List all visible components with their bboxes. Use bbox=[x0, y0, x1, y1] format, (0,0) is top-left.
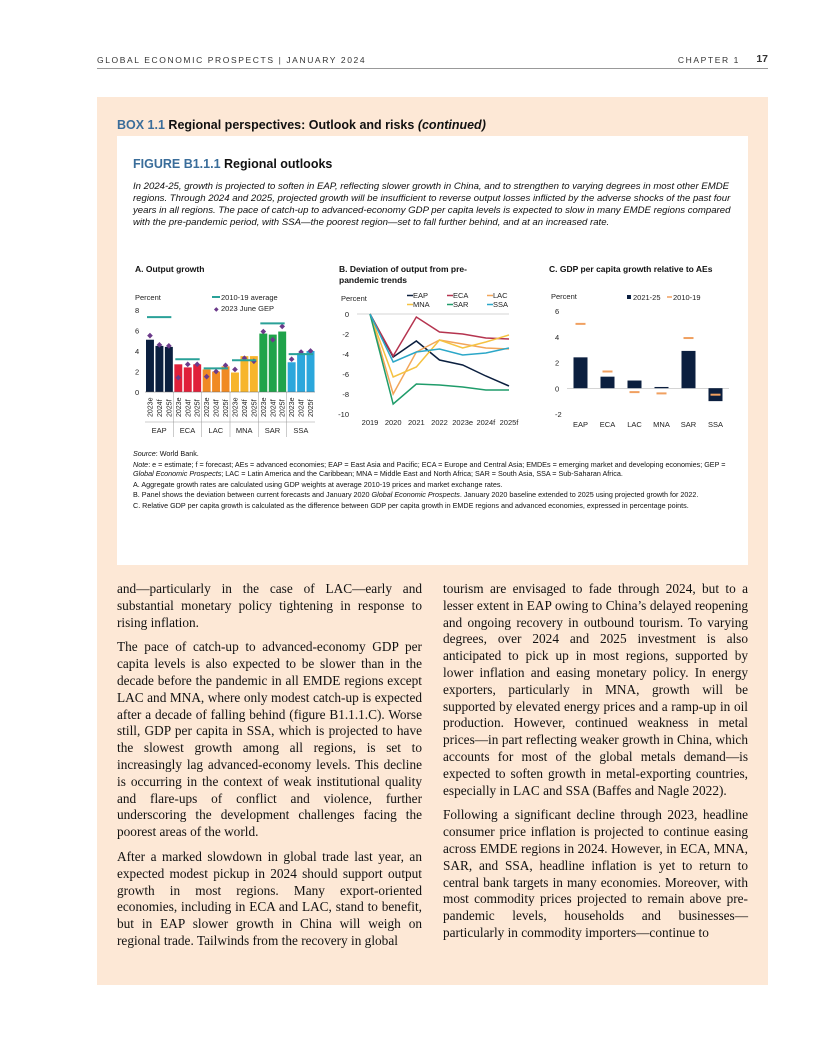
gep-marker bbox=[260, 329, 266, 335]
x-tick-label: LAC bbox=[627, 420, 642, 429]
y-axis-label: Percent bbox=[135, 293, 161, 302]
publication-title: GLOBAL ECONOMIC PROSPECTS | JANUARY 2024 bbox=[97, 55, 367, 65]
x-tick-label: 2024f bbox=[476, 418, 496, 427]
y-tick-label: -4 bbox=[342, 350, 349, 359]
y-tick-label: 6 bbox=[555, 307, 560, 316]
gep-marker bbox=[289, 356, 295, 362]
x-tick-label: 2023e bbox=[232, 397, 240, 417]
y-tick-label: -8 bbox=[342, 390, 349, 399]
bar bbox=[184, 367, 192, 392]
bar bbox=[628, 381, 642, 389]
note-c: C. Relative GDP per capita growth is calculated as the difference between GDP per capita growth in EMDE regions and advanced economies, expressed in percentage points. bbox=[133, 500, 689, 510]
panel-c-title: C. GDP per capita growth relative to AEs bbox=[549, 264, 713, 274]
bar bbox=[165, 347, 173, 392]
note-text-2: ; LAC = Latin America and the Caribbean; MNA = Middle East and North Africa; SAR = South Asia, SSA = Sub-Saharan Africa. bbox=[221, 469, 623, 479]
x-tick-label: 2024f bbox=[270, 399, 278, 417]
x-tick-label: 2025f bbox=[279, 399, 287, 417]
y-axis-label: Percent bbox=[551, 292, 577, 301]
legend-label: 2023 June GEP bbox=[221, 304, 274, 313]
x-tick-label: 2023e bbox=[204, 397, 212, 417]
group-label: EAP bbox=[151, 426, 167, 435]
note-b-end: . January 2020 baseline extended to 2025 using projected growth for 2022. bbox=[459, 490, 699, 500]
y-tick-label: 0 bbox=[135, 388, 140, 397]
gep-marker bbox=[232, 367, 238, 373]
figure-title-text: Regional outlooks bbox=[224, 157, 333, 171]
x-tick-label: EAP bbox=[572, 420, 589, 429]
running-header bbox=[97, 55, 768, 69]
body-left-column bbox=[117, 581, 422, 958]
bar bbox=[212, 372, 220, 393]
x-tick-label: SSA bbox=[707, 420, 724, 429]
x-tick-label: 2025f bbox=[251, 399, 259, 417]
paragraph: After a marked slowdown in global trade last year, an expected modest pickup in 2024 should support output growth in most regions. Many export-oriented economies, including in ECA and LAC, stand to benefit, but in EAP slower growth in China will weigh on regional trade. Tailwinds from the recovery in global bbox=[117, 848, 422, 948]
bar bbox=[231, 373, 239, 392]
box-continued: (continued) bbox=[417, 118, 486, 132]
x-tick-label: 2023e bbox=[175, 397, 183, 417]
gep-marker bbox=[147, 333, 153, 339]
x-tick-label: 2025f bbox=[166, 399, 174, 417]
legend-label: SAR bbox=[453, 300, 469, 309]
bar bbox=[278, 332, 286, 392]
y-tick-label: 2 bbox=[135, 367, 140, 377]
note-label: Note bbox=[133, 459, 149, 469]
x-tick-label: 2021 bbox=[407, 418, 425, 427]
series-line-sar bbox=[370, 314, 509, 404]
chapter-label: CHAPTER 1 bbox=[677, 55, 740, 65]
legend-label: SSA bbox=[493, 300, 509, 309]
x-tick-label: 2019 bbox=[361, 418, 379, 427]
y-tick-label: 0 bbox=[344, 310, 349, 319]
note-text: : e = estimate; f = forecast; AEs = advanced economies; EAP = East Asia and Pacific; ECA = Europe and Central Asia; EMDEs = emerging market and developing economies; GEP = bbox=[148, 459, 726, 469]
panel-a-title: A. Output growth bbox=[135, 264, 205, 274]
legend-label: LAC bbox=[493, 291, 508, 300]
x-tick-label: 2024f bbox=[213, 399, 221, 417]
y-axis-label: Percent bbox=[341, 294, 367, 303]
figure-panel bbox=[117, 136, 748, 565]
x-tick-label: 2024f bbox=[298, 399, 306, 417]
x-tick-label: 2024f bbox=[185, 399, 193, 417]
legend-label: ECA bbox=[453, 291, 469, 300]
legend-label: EAP bbox=[413, 291, 429, 300]
x-tick-label: 2025f bbox=[499, 418, 519, 427]
x-tick-label: 2020 bbox=[384, 418, 402, 427]
bar bbox=[269, 335, 277, 392]
bar bbox=[146, 340, 154, 392]
x-tick-label: 2023e bbox=[452, 418, 474, 427]
y-tick-label: 2 bbox=[555, 358, 560, 368]
y-tick-label: 4 bbox=[555, 332, 560, 342]
figure-caption: In 2024-25, growth is projected to soften in EAP, reflecting slower growth in China, and to strengthen to varying degrees in most other EMDE regions. Through 2024 and 2025, projected growth will be insufficient to reverse output losses inflicted by the adverse shocks of the past four years in all regions. The pace of catch-up to advanced-economy GDP per capita levels is expected to slow in many EMDE regions compared with the pre-pandemic period, with SSA—the poorest region—set to fall further behind, and at an increased rate. bbox=[133, 181, 731, 229]
group-label: SSA bbox=[293, 426, 309, 435]
x-tick-label: 2023e bbox=[260, 397, 268, 417]
group-label: MNA bbox=[235, 426, 253, 435]
bar bbox=[601, 377, 615, 389]
series-line-mna bbox=[370, 314, 509, 377]
x-tick-label: 2023e bbox=[289, 397, 297, 417]
x-tick-label: 2024f bbox=[241, 399, 249, 417]
figure-number: FIGURE B1.1.1 bbox=[133, 157, 221, 171]
bar bbox=[203, 369, 211, 392]
group-label: LAC bbox=[208, 426, 224, 435]
page-number: 17 bbox=[756, 53, 768, 65]
source-label: Source bbox=[133, 449, 156, 458]
bar bbox=[288, 362, 296, 392]
legend-diamond: ◆ bbox=[214, 307, 219, 313]
box-title-text: Regional perspectives: Outlook and risks bbox=[168, 118, 415, 132]
x-tick-label: 2025f bbox=[223, 399, 231, 417]
box-title bbox=[117, 118, 486, 132]
body-right-column bbox=[443, 581, 748, 950]
legend-label: 2010-19 bbox=[673, 293, 701, 302]
y-tick-label: 6 bbox=[135, 326, 140, 336]
bar bbox=[307, 351, 315, 392]
bar bbox=[574, 357, 588, 388]
x-tick-label: SAR bbox=[680, 420, 697, 429]
y-tick-label: 0 bbox=[555, 384, 560, 394]
note-b: B. Panel shows the deviation between current forecasts and January 2020 bbox=[133, 490, 372, 500]
bar bbox=[297, 353, 305, 392]
x-tick-label: 2025f bbox=[308, 399, 316, 417]
source-text: : World Bank. bbox=[155, 449, 199, 458]
x-tick-label: MNA bbox=[653, 420, 670, 429]
bar bbox=[259, 334, 267, 392]
y-tick-label: -2 bbox=[555, 410, 562, 419]
box-number: BOX 1.1 bbox=[117, 118, 165, 132]
legend-label: 2021-25 bbox=[633, 293, 661, 302]
legend-swatch bbox=[627, 295, 631, 299]
x-tick-label: ECA bbox=[599, 420, 616, 429]
bar bbox=[155, 346, 163, 392]
y-tick-label: -10 bbox=[338, 410, 349, 419]
x-tick-label: 2022 bbox=[431, 418, 448, 427]
paragraph: The pace of catch-up to advanced-economy GDP per capita levels is also expected to be slower than in the decade before the pandemic in all EMDE regions except LAC and MNA, where only modest catch-up is expected after a decade of falling behind (figure B1.1.1.C). Worse still, GDP per capita in SSA, which is projected to have the slowest growth among all regions, is set to increasingly lag advanced-economy levels. This decline is occurring in the context of weak institutional quality and flare-ups of conflict and violence, further underscoring the development challenges facing the poorest areas of the world. bbox=[117, 639, 422, 840]
bar bbox=[222, 366, 230, 392]
y-tick-label: -2 bbox=[342, 330, 349, 339]
y-tick-label: 8 bbox=[135, 306, 140, 315]
panel-b-title: B. Deviation of output from pre-pandemic trends bbox=[339, 264, 467, 285]
x-tick-label: 2025f bbox=[194, 399, 202, 417]
legend-label: 2010-19 average bbox=[221, 293, 278, 302]
y-tick-label: -6 bbox=[342, 370, 349, 379]
legend-label: MNA bbox=[413, 300, 430, 309]
group-label: SAR bbox=[264, 426, 281, 435]
note-b-italic: Global Economic Prospects bbox=[371, 490, 460, 500]
gep-marker bbox=[279, 324, 285, 330]
paragraph: Following a significant decline through 2023, headline consumer price inflation is projected to continue easing across EMDE regions in 2024. However, in ECA, MNA, SAR, and SSA, headline inflation is yet to return to central bank targets in many economies. Moreover, with most commodity prices projected to remain above pre-pandemic levels, households and businesses—particularly in commodity importers—continue to bbox=[443, 807, 748, 940]
note-a: A. Aggregate growth rates are calculated using GDP weights at average 2010-19 prices and market exchange rates. bbox=[133, 479, 503, 489]
bar bbox=[240, 356, 248, 392]
bar bbox=[655, 387, 669, 388]
bar bbox=[682, 351, 696, 388]
paragraph: tourism are envisaged to fade through 2024, but to a lesser extent in EAP owing to China’s delayed reopening and ongoing recovery in outbound tourism. To varying degrees, over 2024 and 2025 investment is also anticipated to pick up in most regions, supported by lower inflation and easing monetary policy. In energy exporters, particularly in MNA, growth will be supported by elevated energy prices and a ramp-up in oil production. However, continued weakness in metal prices—in part reflecting weaker growth in China, which accounts for most of the global metals demand—is expected to soften growth in metal-exporting countries, especially in LAC and SSA (Baffes and Nagle 2022). bbox=[443, 581, 748, 798]
paragraph: and—particularly in the case of LAC—early and substantial monetary policy tightening in response to rising inflation. bbox=[117, 581, 422, 630]
x-tick-label: 2023e bbox=[147, 397, 155, 417]
bar bbox=[193, 364, 201, 392]
y-tick-label: 4 bbox=[135, 347, 140, 356]
group-label: ECA bbox=[179, 426, 196, 435]
figure-notes bbox=[133, 449, 733, 512]
gep-marker bbox=[185, 361, 191, 367]
series-line-eap bbox=[370, 314, 509, 386]
note-gep: Global Economic Prospects bbox=[133, 469, 222, 479]
x-tick-label: 2024f bbox=[156, 399, 164, 417]
